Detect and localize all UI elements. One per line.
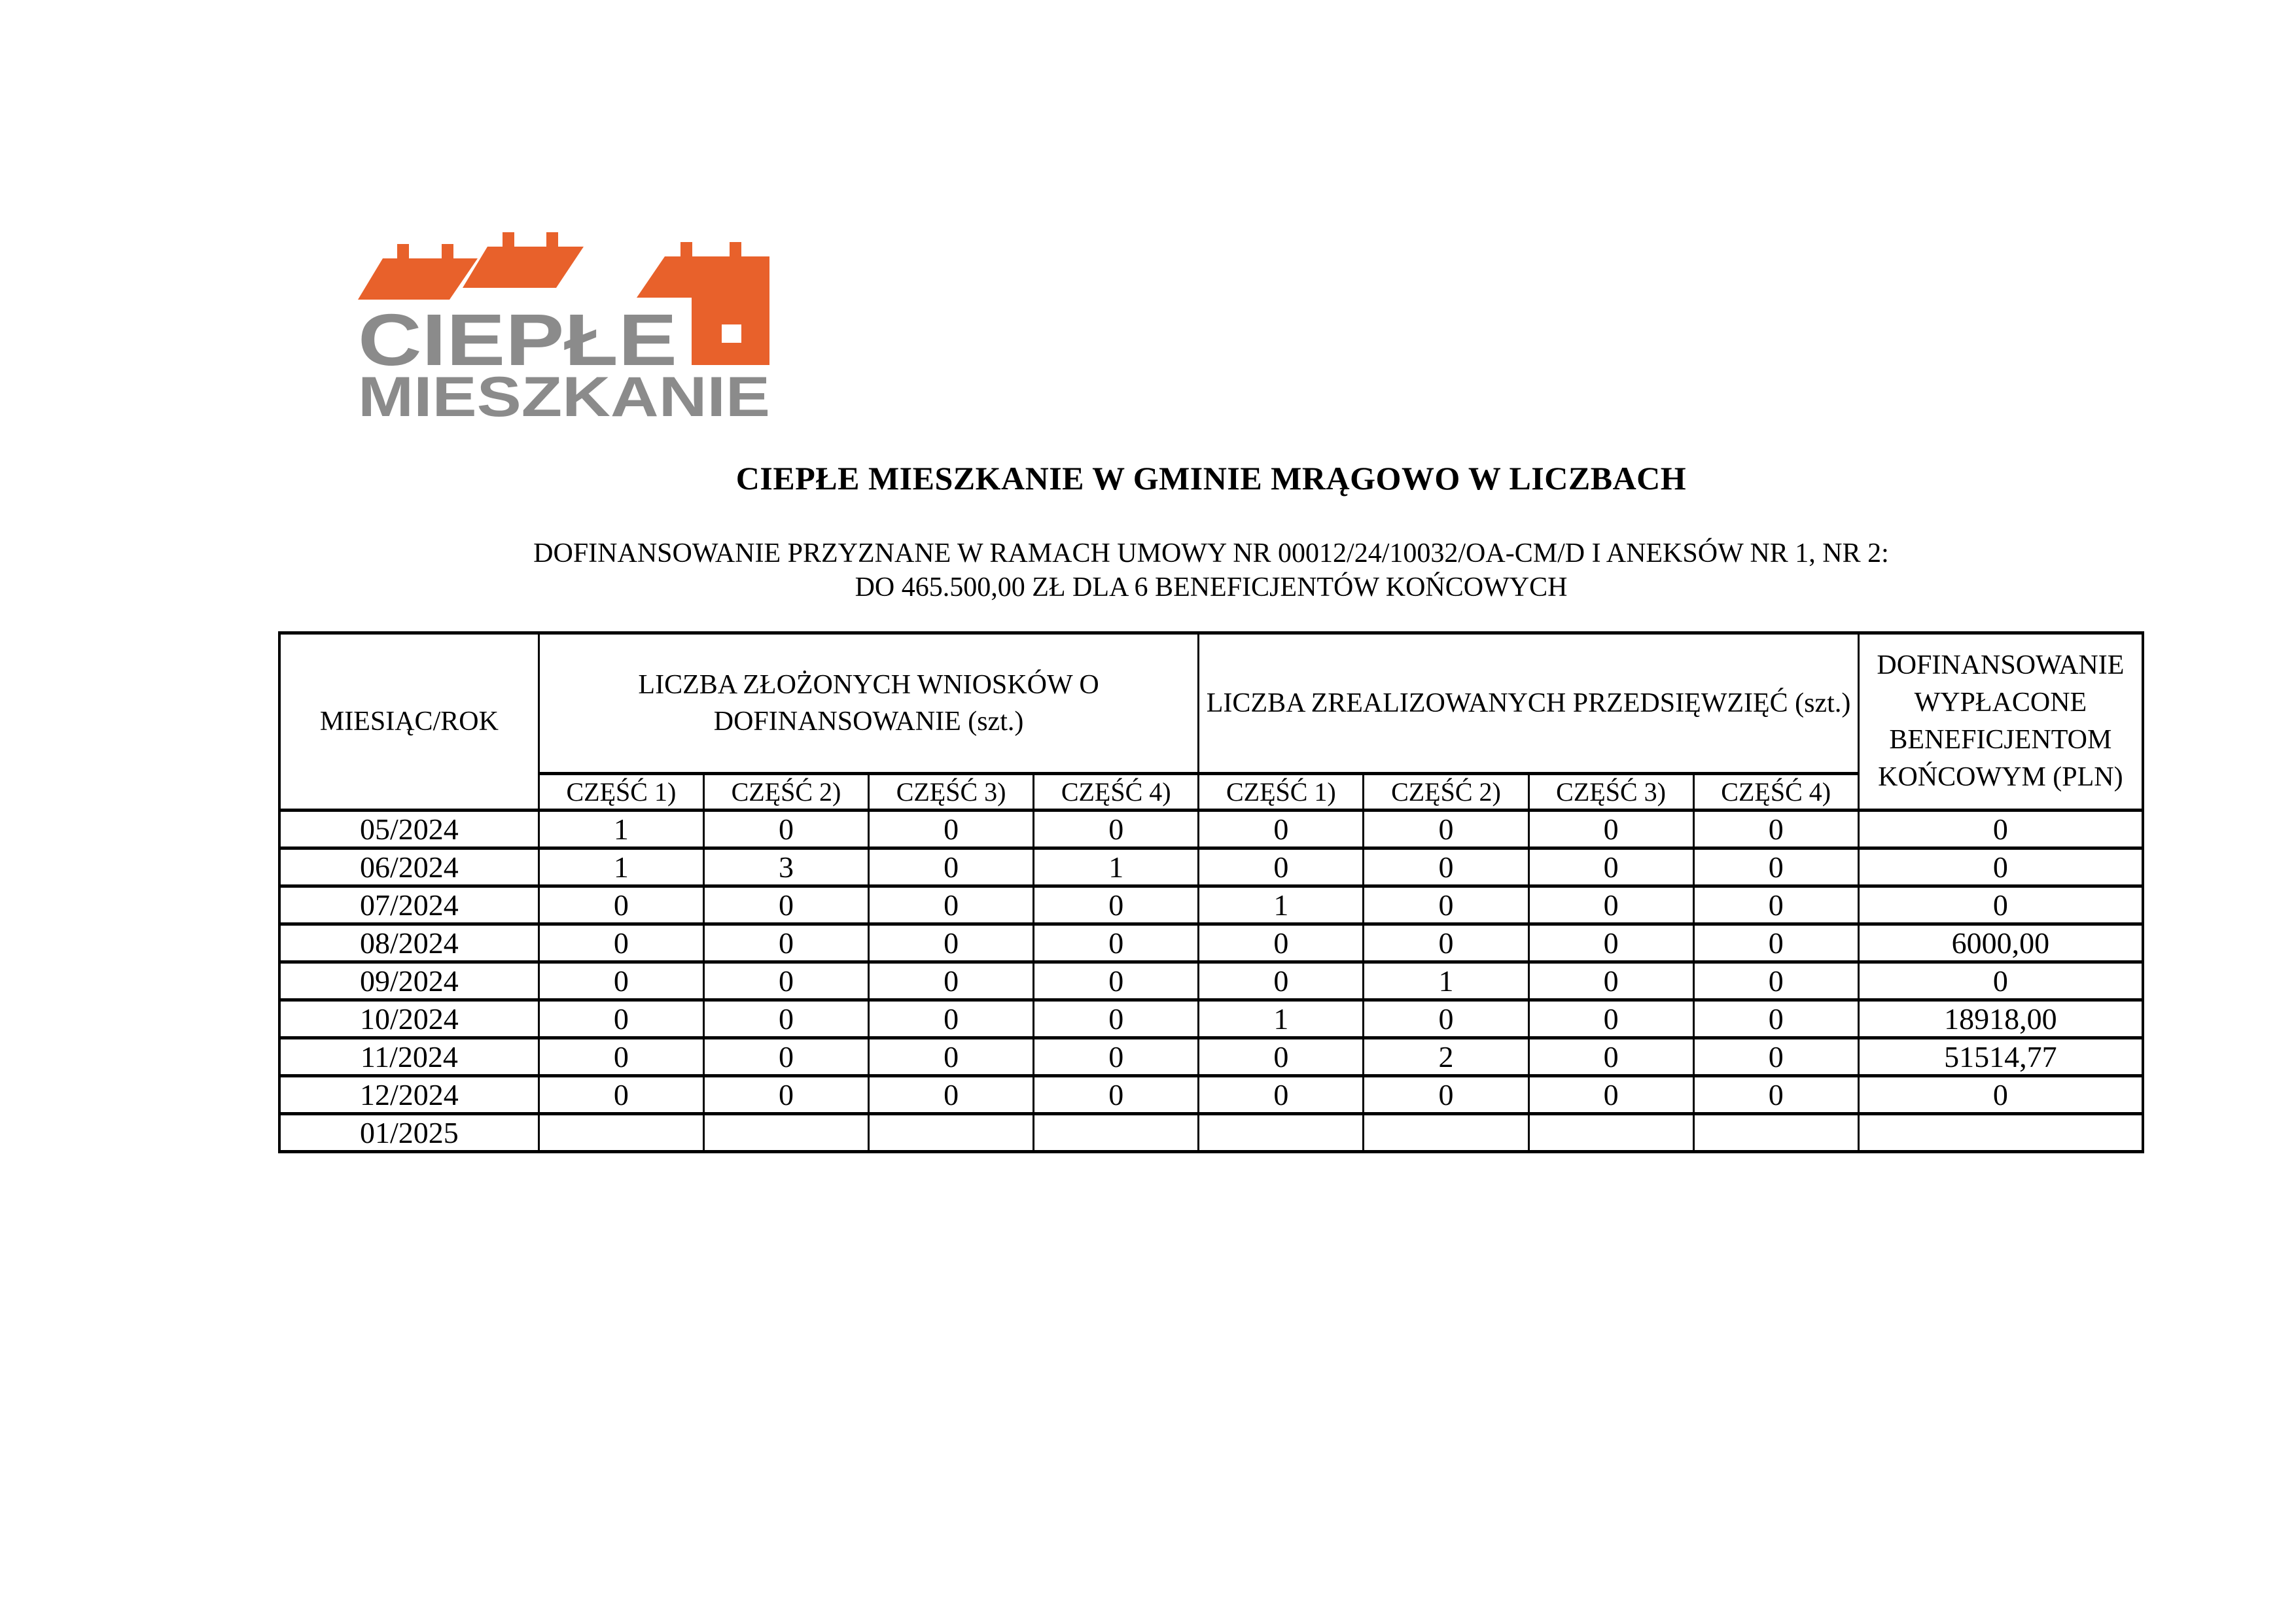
realized-cell: 0 xyxy=(1199,924,1364,962)
submitted-cell: 0 xyxy=(539,924,703,962)
submitted-cell: 0 xyxy=(703,962,868,1000)
realized-cell: 0 xyxy=(1528,924,1693,962)
column-header-realized-part-3: CZĘŚĆ 3) xyxy=(1528,774,1693,811)
submitted-cell xyxy=(539,1114,703,1152)
submitted-cell: 0 xyxy=(869,811,1034,848)
realized-cell: 1 xyxy=(1199,1000,1364,1038)
table-row xyxy=(279,1076,2143,1114)
page-title: CIEPŁE MIESZKANIE W GMINIE MRĄGOWO W LICZBACH xyxy=(735,460,1687,497)
realized-cell: 0 xyxy=(1693,962,1858,1000)
realized-cell: 0 xyxy=(1364,924,1528,962)
realized-cell: 0 xyxy=(1528,886,1693,924)
window-icon xyxy=(722,324,741,343)
column-header-submitted-part-3: CZĘŚĆ 3) xyxy=(869,774,1034,811)
submitted-cell xyxy=(703,1114,868,1152)
column-header-month: MIESIĄC/ROK xyxy=(279,633,539,811)
submitted-cell: 0 xyxy=(703,1000,868,1038)
submitted-cell: 0 xyxy=(539,1076,703,1114)
table-row xyxy=(279,1114,2143,1152)
realized-cell: 1 xyxy=(1199,886,1364,924)
submitted-cell: 0 xyxy=(1034,1000,1199,1038)
realized-cell: 0 xyxy=(1528,1038,1693,1076)
realized-cell: 0 xyxy=(1693,1076,1858,1114)
column-group-realized: LICZBA ZREALIZOWANYCH PRZEDSIĘWZIĘĆ (szt.) xyxy=(1199,633,1858,774)
funding-table xyxy=(278,631,2144,1153)
subtitle-line-2: DO 465.500,00 ZŁ DLA 6 BENEFICJENTÓW KOŃCOWYCH xyxy=(855,572,1568,602)
cieple-mieszkanie-logo xyxy=(357,229,775,419)
realized-cell: 0 xyxy=(1199,848,1364,886)
month-cell: 01/2025 xyxy=(279,1114,539,1152)
realized-cell: 0 xyxy=(1199,962,1364,1000)
payout-cell: 0 xyxy=(1858,1076,2143,1114)
submitted-cell: 0 xyxy=(539,886,703,924)
submitted-cell: 0 xyxy=(869,848,1034,886)
submitted-cell xyxy=(1034,1114,1199,1152)
column-header-realized-part-1: CZĘŚĆ 1) xyxy=(1199,774,1364,811)
table-row xyxy=(279,924,2143,962)
realized-cell: 0 xyxy=(1364,848,1528,886)
roof-icon-2 xyxy=(463,232,584,288)
submitted-cell: 0 xyxy=(539,1038,703,1076)
column-header-submitted-part-4: CZĘŚĆ 4) xyxy=(1034,774,1199,811)
realized-cell: 0 xyxy=(1199,1076,1364,1114)
payout-cell: 51514,77 xyxy=(1858,1038,2143,1076)
table-row xyxy=(279,962,2143,1000)
realized-cell: 0 xyxy=(1693,1038,1858,1076)
submitted-cell: 1 xyxy=(1034,848,1199,886)
realized-cell: 0 xyxy=(1364,1000,1528,1038)
submitted-cell: 0 xyxy=(869,886,1034,924)
table-row xyxy=(279,848,2143,886)
column-header-submitted-part-2: CZĘŚĆ 2) xyxy=(703,774,868,811)
table-row xyxy=(279,1000,2143,1038)
table-header xyxy=(279,633,2143,811)
payout-cell: 0 xyxy=(1858,886,2143,924)
table-row xyxy=(279,1038,2143,1076)
submitted-cell: 0 xyxy=(703,924,868,962)
table-row xyxy=(279,811,2143,848)
payout-cell: 0 xyxy=(1858,811,2143,848)
submitted-cell: 0 xyxy=(1034,1076,1199,1114)
month-cell: 09/2024 xyxy=(279,962,539,1000)
column-header-realized-part-4: CZĘŚĆ 4) xyxy=(1693,774,1858,811)
subtitle-line-1: DOFINANSOWANIE PRZYZNANE W RAMACH UMOWY NR 00012/24/10032/OA-CM/D I ANEKSÓW NR 1, NR 2: xyxy=(533,538,1889,568)
month-cell: 10/2024 xyxy=(279,1000,539,1038)
month-cell: 11/2024 xyxy=(279,1038,539,1076)
column-header-payout: DOFINANSOWANIE WYPŁACONE BENEFICJENTOM KOŃCOWYM (PLN) xyxy=(1858,633,2143,811)
payout-cell xyxy=(1858,1114,2143,1152)
realized-cell: 0 xyxy=(1693,811,1858,848)
submitted-cell: 0 xyxy=(869,1038,1034,1076)
submitted-cell: 1 xyxy=(539,811,703,848)
month-cell: 05/2024 xyxy=(279,811,539,848)
table-row xyxy=(279,886,2143,924)
submitted-cell: 0 xyxy=(539,962,703,1000)
submitted-cell: 0 xyxy=(1034,924,1199,962)
realized-cell: 0 xyxy=(1693,1000,1858,1038)
column-header-realized-part-2: CZĘŚĆ 2) xyxy=(1364,774,1528,811)
submitted-cell: 0 xyxy=(703,811,868,848)
realized-cell xyxy=(1199,1114,1364,1152)
roof-icon-1 xyxy=(358,244,478,300)
submitted-cell: 0 xyxy=(869,962,1034,1000)
realized-cell: 0 xyxy=(1528,848,1693,886)
submitted-cell: 0 xyxy=(539,1000,703,1038)
payout-cell: 0 xyxy=(1858,848,2143,886)
realized-cell: 1 xyxy=(1364,962,1528,1000)
month-cell: 12/2024 xyxy=(279,1076,539,1114)
realized-cell: 0 xyxy=(1528,962,1693,1000)
submitted-cell: 0 xyxy=(703,1038,868,1076)
column-group-submitted: LICZBA ZŁOŻONYCH WNIOSKÓW O DOFINANSOWANIE (szt.) xyxy=(539,633,1198,774)
realized-cell: 0 xyxy=(1364,886,1528,924)
submitted-cell: 0 xyxy=(1034,886,1199,924)
month-cell: 08/2024 xyxy=(279,924,539,962)
submitted-cell: 0 xyxy=(703,886,868,924)
realized-cell: 0 xyxy=(1199,811,1364,848)
realized-cell: 0 xyxy=(1528,1000,1693,1038)
realized-cell: 0 xyxy=(1693,924,1858,962)
realized-cell: 0 xyxy=(1693,886,1858,924)
submitted-cell: 0 xyxy=(1034,1038,1199,1076)
realized-cell: 0 xyxy=(1364,811,1528,848)
submitted-cell: 0 xyxy=(869,1000,1034,1038)
submitted-cell: 0 xyxy=(1034,811,1199,848)
month-cell: 07/2024 xyxy=(279,886,539,924)
realized-cell: 0 xyxy=(1364,1076,1528,1114)
submitted-cell: 3 xyxy=(703,848,868,886)
submitted-cell: 0 xyxy=(869,924,1034,962)
submitted-cell: 1 xyxy=(539,848,703,886)
realized-cell xyxy=(1364,1114,1528,1152)
payout-cell: 18918,00 xyxy=(1858,1000,2143,1038)
realized-cell: 0 xyxy=(1528,811,1693,848)
subtitle xyxy=(160,536,2262,604)
submitted-cell: 0 xyxy=(703,1076,868,1114)
month-cell: 06/2024 xyxy=(279,848,539,886)
realized-cell: 0 xyxy=(1693,848,1858,886)
realized-cell: 2 xyxy=(1364,1038,1528,1076)
submitted-cell xyxy=(869,1114,1034,1152)
submitted-cell: 0 xyxy=(869,1076,1034,1114)
column-header-submitted-part-1: CZĘŚĆ 1) xyxy=(539,774,703,811)
logo-text-line1: CIEPŁE xyxy=(358,299,677,381)
submitted-cell: 0 xyxy=(1034,962,1199,1000)
realized-cell: 0 xyxy=(1528,1076,1693,1114)
logo-text-line2: MIESZKANIE xyxy=(358,366,770,419)
table-body xyxy=(279,811,2143,1152)
payout-cell: 0 xyxy=(1858,962,2143,1000)
realized-cell: 0 xyxy=(1199,1038,1364,1076)
realized-cell xyxy=(1528,1114,1693,1152)
realized-cell xyxy=(1693,1114,1858,1152)
payout-cell: 6000,00 xyxy=(1858,924,2143,962)
